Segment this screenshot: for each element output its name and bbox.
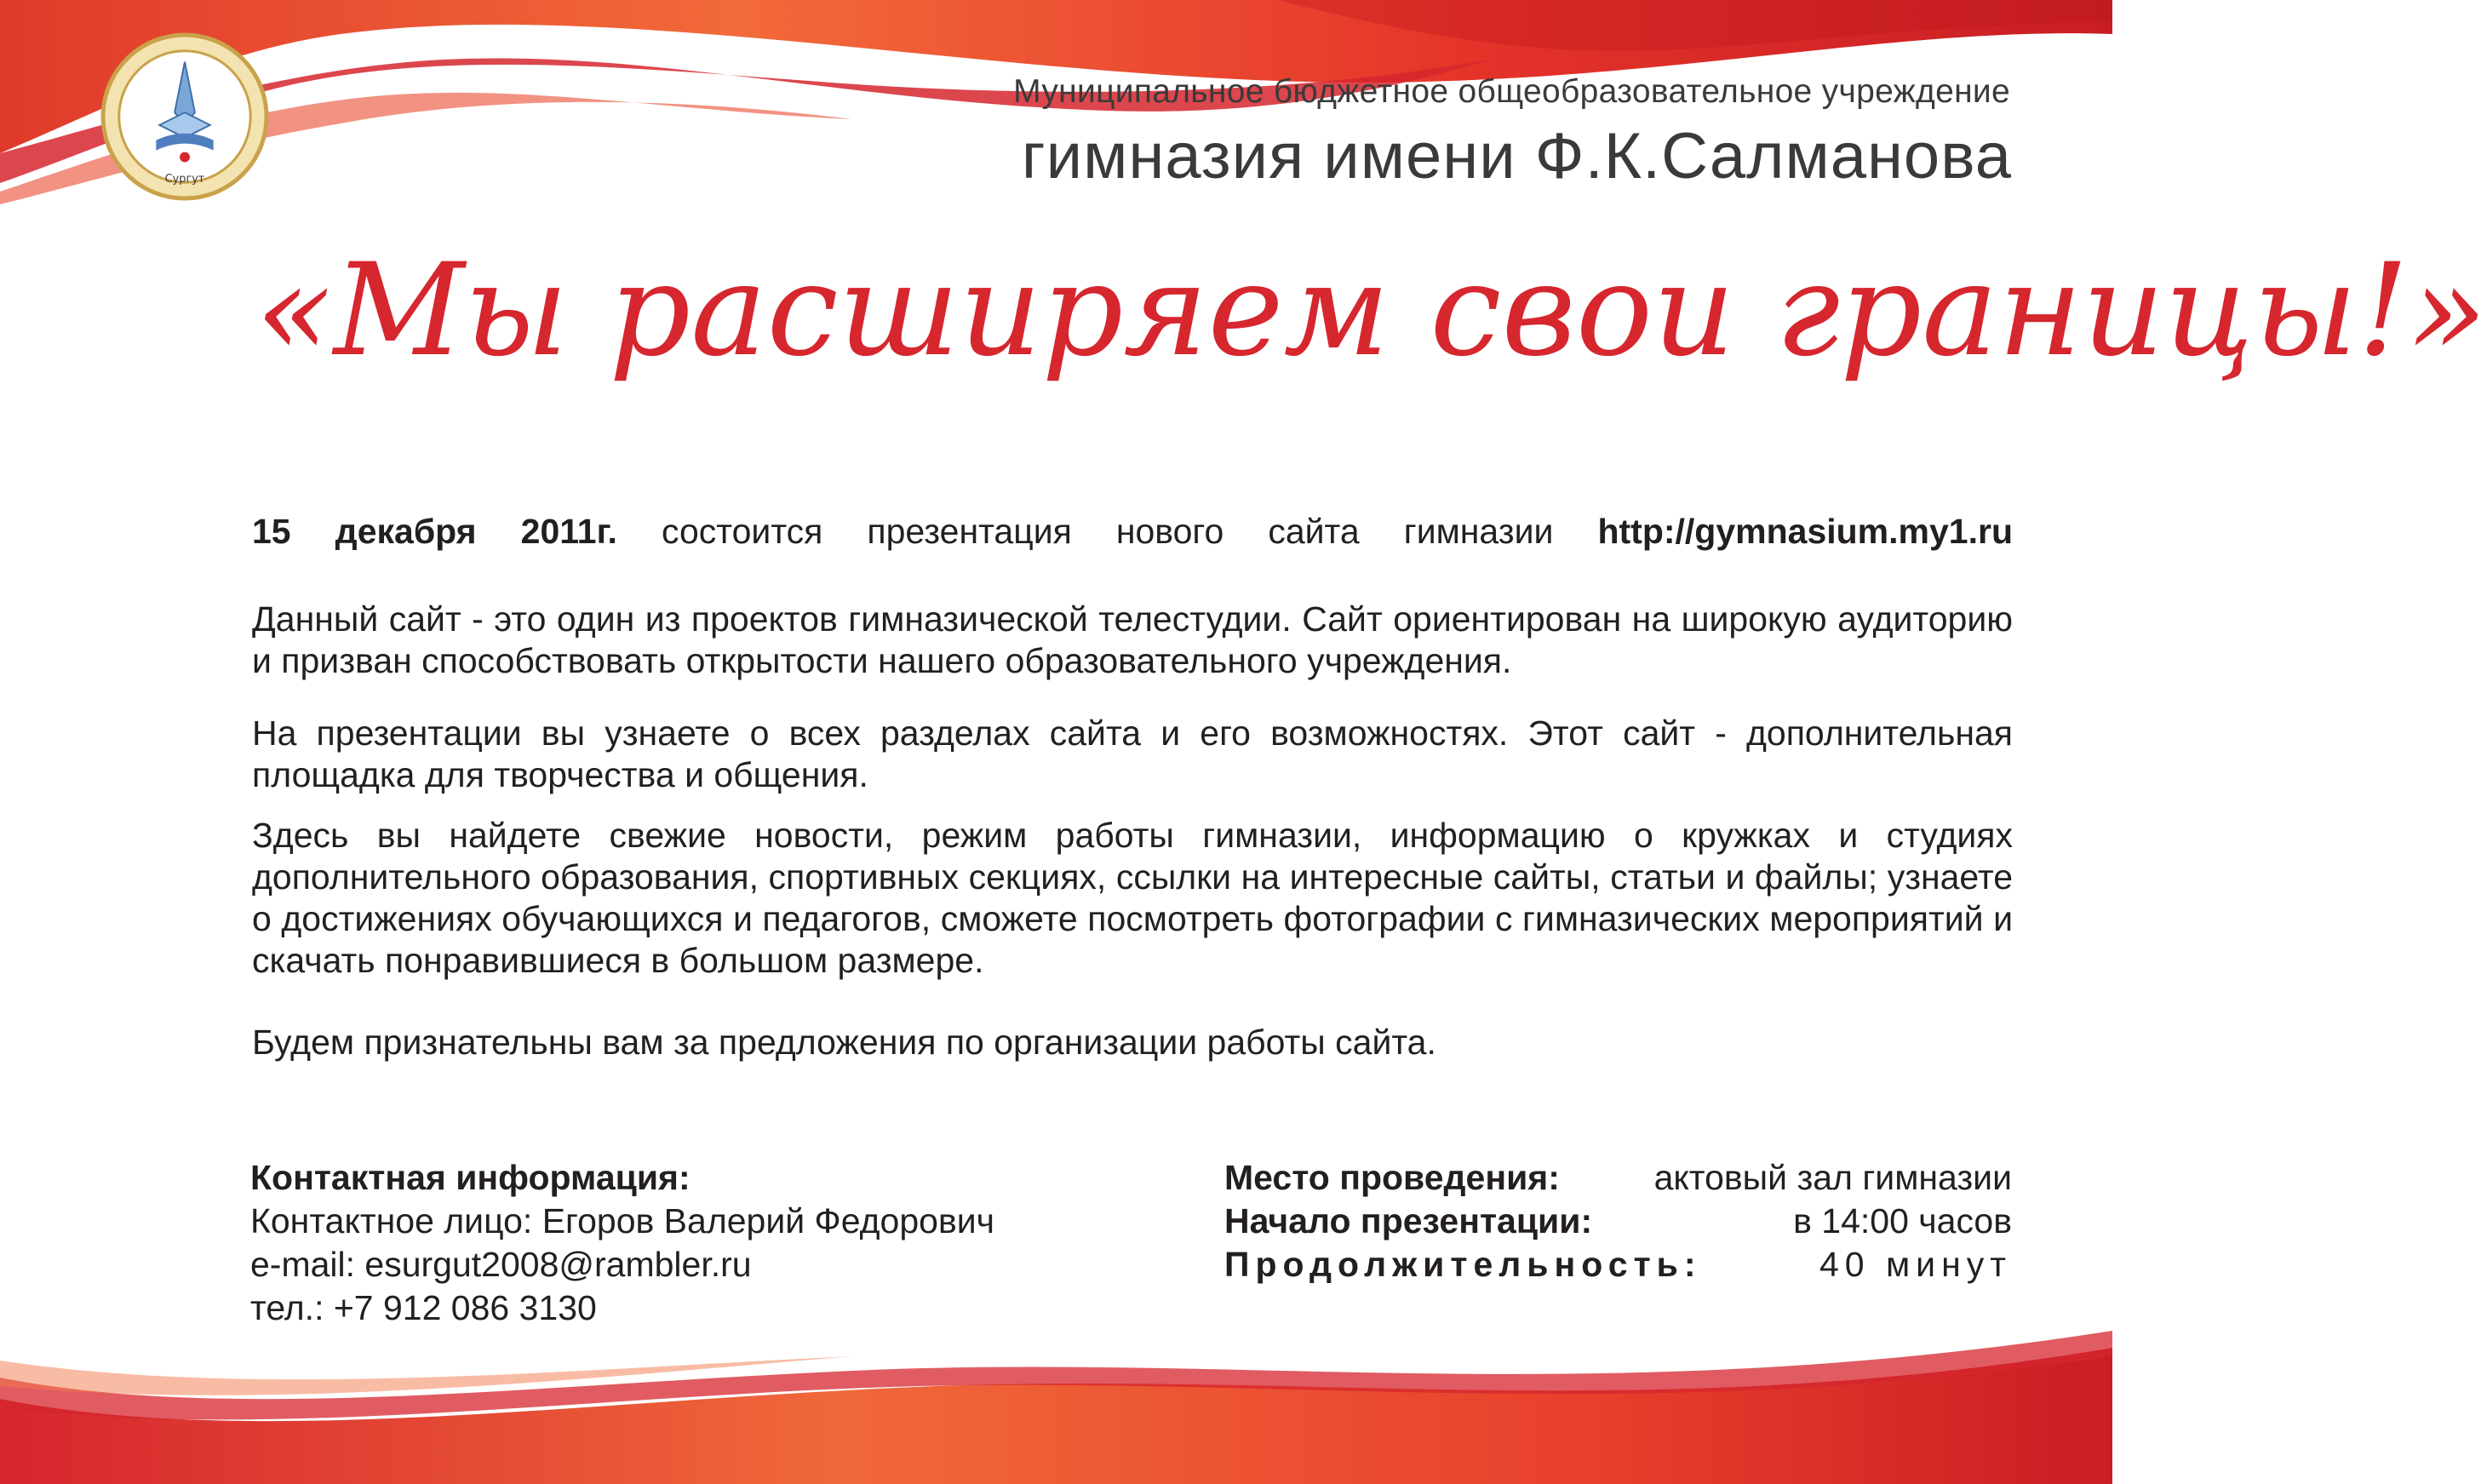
duration-value: 40 минут bbox=[1819, 1245, 2012, 1284]
announcement bbox=[252, 511, 2013, 553]
school-emblem-icon bbox=[100, 32, 269, 201]
start-row bbox=[1224, 1200, 2012, 1243]
start-value: в 14:00 часов bbox=[1793, 1201, 2012, 1240]
event-date: 15 декабря 2011г. bbox=[252, 512, 617, 551]
contact-block bbox=[250, 1156, 994, 1330]
event-info-block bbox=[1224, 1156, 2012, 1286]
slogan-title: «Мы расширяем свои границы!» bbox=[255, 237, 2487, 385]
duration-row bbox=[1224, 1243, 2012, 1286]
announcement-text: состоится презентация нового сайта гимназии bbox=[662, 512, 1554, 551]
venue-label: Место проведения: bbox=[1224, 1158, 1560, 1197]
start-label: Начало презентации: bbox=[1224, 1201, 1593, 1240]
venue-row bbox=[1224, 1156, 2012, 1200]
contact-person: Контактное лицо: Егоров Валерий Федорович bbox=[250, 1201, 994, 1240]
contact-email: e-mail: esurgut2008@rambler.ru bbox=[250, 1245, 752, 1284]
duration-label: Продолжительность: bbox=[1224, 1245, 1702, 1284]
contact-phone: тел.: +7 912 086 3130 bbox=[250, 1288, 597, 1327]
features-paragraph: Здесь вы найдете свежие новости, режим работы гимназии, информацию о кружках и студиях дополнительного образования, спортивных секциях, ссылки на интересные сайты, статьи и файлы; узнаете о достижениях обучающихся и педагогов, сможете посмотреть фотографии с гимназических мероприятий и скачать понравившиеся в большом размере. bbox=[252, 816, 2013, 980]
contacts-heading: Контактная информация: bbox=[250, 1158, 691, 1197]
emblem-caption: Сургут bbox=[164, 173, 205, 186]
organization-line: Муниципальное бюджетное общеобразовательное учреждение bbox=[1013, 73, 2010, 110]
presentation-paragraph: На презентации вы узнаете о всех разделах сайта и его возможностях. Этот сайт - дополнительная площадка для творчества и общения. bbox=[252, 713, 2013, 794]
thanks-paragraph: Будем признательны вам за предложения по организации работы сайта. bbox=[252, 1023, 1436, 1062]
school-name: гимназия имени Ф.К.Салманова bbox=[1021, 120, 2012, 192]
site-url: http://gymnasium.my1.ru bbox=[1597, 512, 2013, 551]
venue-value: актовый зал гимназии bbox=[1653, 1158, 2012, 1197]
about-paragraph: Данный сайт - это один из проектов гимназической телестудии. Сайт ориентирован на широкую аудиторию и призван способствовать открытости нашего образовательного учреждения. bbox=[252, 599, 2013, 680]
